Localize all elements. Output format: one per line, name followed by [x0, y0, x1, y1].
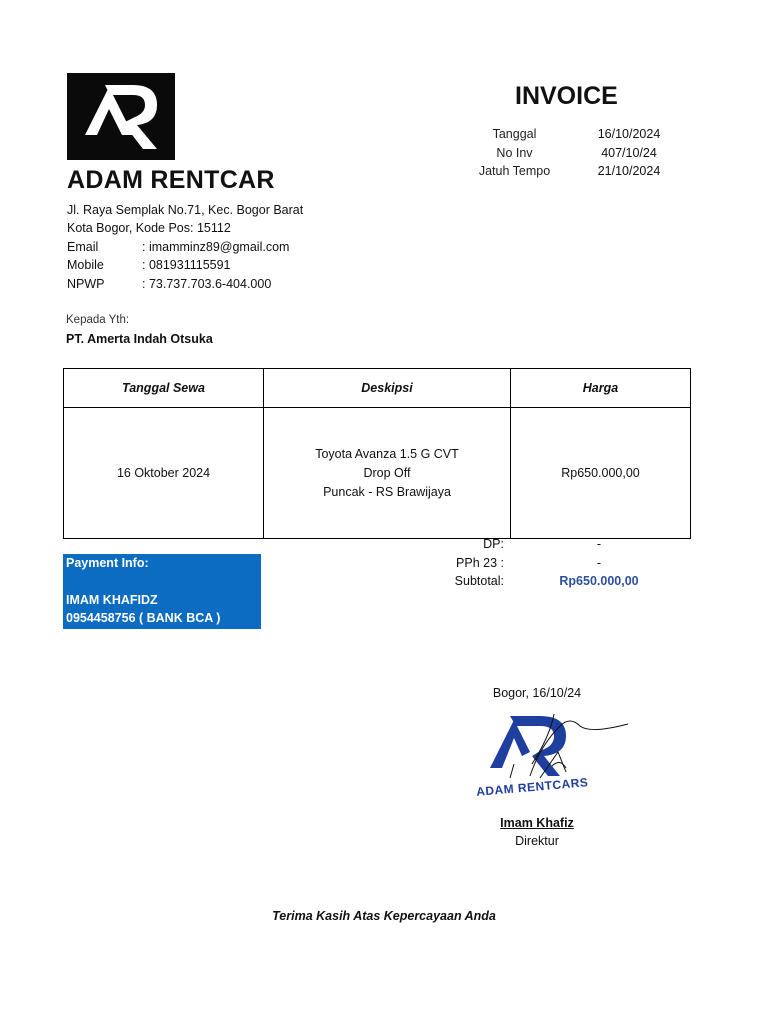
- items-table: [63, 368, 691, 539]
- company-address-line2: Kota Bogor, Kode Pos: 15112: [67, 221, 231, 235]
- company-logo: [67, 73, 175, 160]
- company-npwp: [67, 275, 271, 294]
- npwp-value: : 73.737.703.6-404.000: [142, 277, 272, 291]
- recipient-name: PT. Amerta Indah Otsuka: [66, 332, 213, 346]
- npwp-label: NPWP: [67, 277, 105, 291]
- invoice-no-label: No Inv: [496, 146, 533, 160]
- invoice-date-label: Tanggal: [492, 127, 537, 141]
- table-header-row: [64, 369, 691, 408]
- dp-value: -: [596, 537, 602, 551]
- description-line: Puncak - RS Brawijaya: [323, 484, 451, 499]
- subtotal-value: Rp650.000,00: [559, 574, 639, 588]
- company-address-line1: Jl. Raya Semplak No.71, Kec. Bogor Barat: [67, 203, 304, 217]
- signer-name: Imam Khafiz: [500, 816, 574, 830]
- signature-stamp-icon: [470, 706, 640, 814]
- pph-label: PPh 23 :: [456, 556, 504, 570]
- footer-thanks: Terima Kasih Atas Kepercayaan Anda: [272, 909, 496, 923]
- cell-rental-date: 16 Oktober 2024: [64, 408, 264, 539]
- invoice-due-label: Jatuh Tempo: [478, 164, 551, 178]
- pph-value: -: [596, 556, 602, 570]
- dp-label: DP:: [483, 537, 504, 551]
- description-line: Drop Off: [363, 465, 411, 480]
- payment-title: Payment Info:: [66, 556, 149, 570]
- email-value: : imamminz89@gmail.com: [142, 240, 290, 254]
- header-rental-date: Tanggal Sewa: [64, 369, 264, 408]
- invoice-no-value: 407/10/24: [601, 146, 657, 160]
- mobile-value: : 081931115591: [142, 258, 231, 272]
- email-label: Email: [67, 240, 99, 254]
- signer-title: Direktur: [515, 834, 559, 848]
- invoice-due-value: 21/10/2024: [597, 164, 661, 178]
- header-price: Harga: [511, 369, 691, 408]
- subtotal-label: Subtotal:: [454, 574, 504, 588]
- payment-info-box: [63, 554, 261, 629]
- ar-monogram-logo-icon: [67, 73, 175, 160]
- stamp-text: ADAM RENTCARS: [475, 775, 589, 799]
- table-row: [64, 408, 691, 539]
- cell-description: [264, 408, 511, 539]
- mobile-label: Mobile: [67, 258, 104, 272]
- payment-account: 0954458756 ( BANK BCA ): [66, 611, 221, 625]
- recipient-label: Kepada Yth:: [66, 314, 130, 326]
- company-email: [67, 238, 289, 257]
- invoice-date-value: 16/10/2024: [597, 127, 661, 141]
- invoice-title: INVOICE: [515, 82, 618, 110]
- company-name: ADAM RENTCAR: [67, 166, 275, 194]
- header-description: Deskipsi: [264, 369, 511, 408]
- description-line: Toyota Avanza 1.5 G CVT: [315, 446, 459, 461]
- place-date: Bogor, 16/10/24: [492, 686, 582, 700]
- payment-name: IMAM KHAFIDZ: [66, 593, 158, 607]
- cell-price: Rp650.000,00: [511, 408, 691, 539]
- company-mobile: [67, 256, 231, 275]
